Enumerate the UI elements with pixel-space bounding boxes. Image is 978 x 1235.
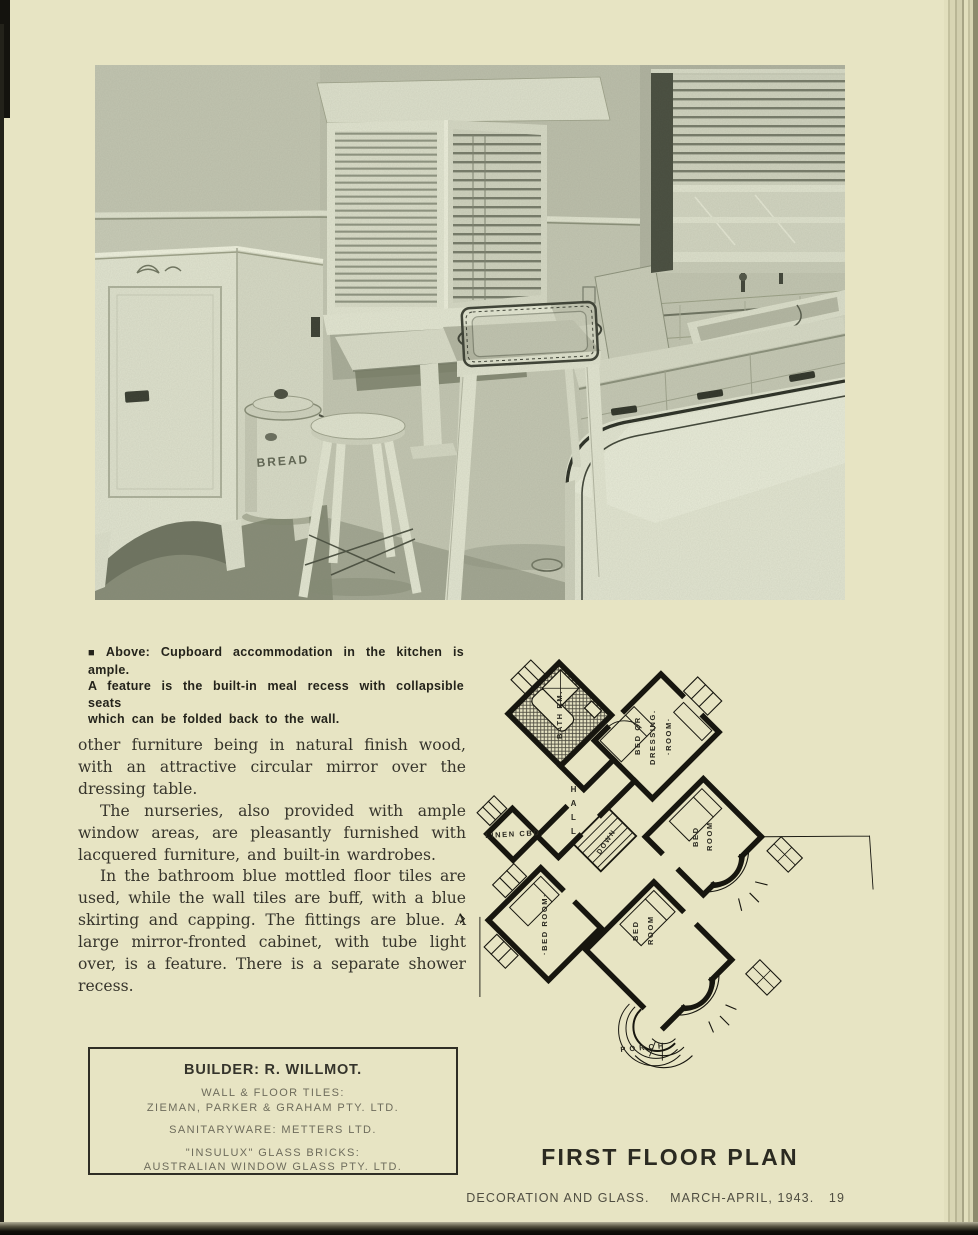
scan-edge-bottom (0, 1222, 978, 1235)
credit-line: AUSTRALIAN WINDOW GLASS PTY. LTD. (143, 1161, 403, 1173)
plan-label-bed-dressing-3: ·ROOM· (664, 717, 673, 755)
plan-label-porch: PORCH (620, 1040, 668, 1054)
credits-box (88, 1047, 458, 1175)
photo-caption (88, 644, 464, 728)
scan-edge-left (0, 24, 4, 1235)
plan-label-bedroom-s-2: ROOM (646, 915, 655, 945)
issue-date: MARCH-APRIL, 1943. (670, 1191, 815, 1205)
plan-label-bedroom-s-1: BED (631, 920, 640, 941)
caption-line-1: Above: Cupboard accommodation in the kitchen is ample. (88, 645, 464, 677)
builder-credit: BUILDER: R. WILLMOT. (184, 1062, 362, 1078)
paragraph-3: In the bathroom blue mottled floor tiles are used, while the wall tiles are buff, with a blue skirting and capping. The fittings are blue. A large mirror-fronted cabinet, with tube light over, is a feature. There is a separate shower recess. (78, 867, 466, 995)
credit-line: WALL & FLOOR TILES: (201, 1087, 345, 1099)
credit-line: "INSULUX" GLASS BRICKS: (185, 1146, 361, 1159)
plan-porch (623, 1010, 674, 1061)
caption-square-marker: ■ (88, 647, 99, 659)
page-number: 19 (828, 1191, 845, 1205)
page-stack-edge-dark (973, 0, 978, 1235)
plan-label-hall: HALL (569, 785, 578, 841)
paragraph-2: The nurseries, also provided with ample window areas, are pleasantly furnished with lacquered furniture, and built-in wardrobes. (78, 801, 466, 864)
plan-label-bathroom: BATH RM. (555, 690, 564, 739)
journal-name: DECORATION AND GLASS. (466, 1191, 650, 1205)
photo-grain (95, 65, 845, 600)
credit-line: ZIEMAN, PARKER & GRAHAM PTY. LTD. (146, 1101, 400, 1114)
bread-bin-label: BREAD (256, 452, 310, 470)
floor-plan-drawing (460, 630, 878, 1142)
plan-label-bedroom-e-1: BED (691, 826, 700, 847)
plan-label-bed-dressing-2: DRESSING. (648, 709, 657, 765)
caption-line-3: which can be folded back to the wall. (88, 712, 340, 726)
plan-label-linen: LINEN CBD. (485, 827, 545, 840)
plan-bedroom-s-walls (586, 882, 732, 1028)
floor-plan (460, 630, 878, 1142)
plan-label-bed-dressing-1: BED OR (633, 716, 642, 755)
plan-bedroom-east-walls (645, 779, 761, 895)
plan-label-down: DOWN (596, 828, 618, 856)
credit-line: SANITARYWARE: METTERS LTD. (169, 1124, 377, 1136)
plan-label-bedroom-e-2: ROOM (705, 821, 714, 851)
kitchen-photo (95, 65, 845, 600)
paragraph-1: other furniture being in natural finish wood, with an attractive circular mirror over the dressing table. (78, 736, 466, 798)
caption-line-2: A feature is the built-in meal recess with collapsible seats (88, 679, 464, 710)
plan-label-bedroom-sw: ·BED ROOM· (540, 892, 549, 955)
article-body (78, 735, 466, 998)
page-footer (0, 1191, 845, 1205)
plan-title: FIRST FLOOR PLAN (541, 1144, 799, 1170)
